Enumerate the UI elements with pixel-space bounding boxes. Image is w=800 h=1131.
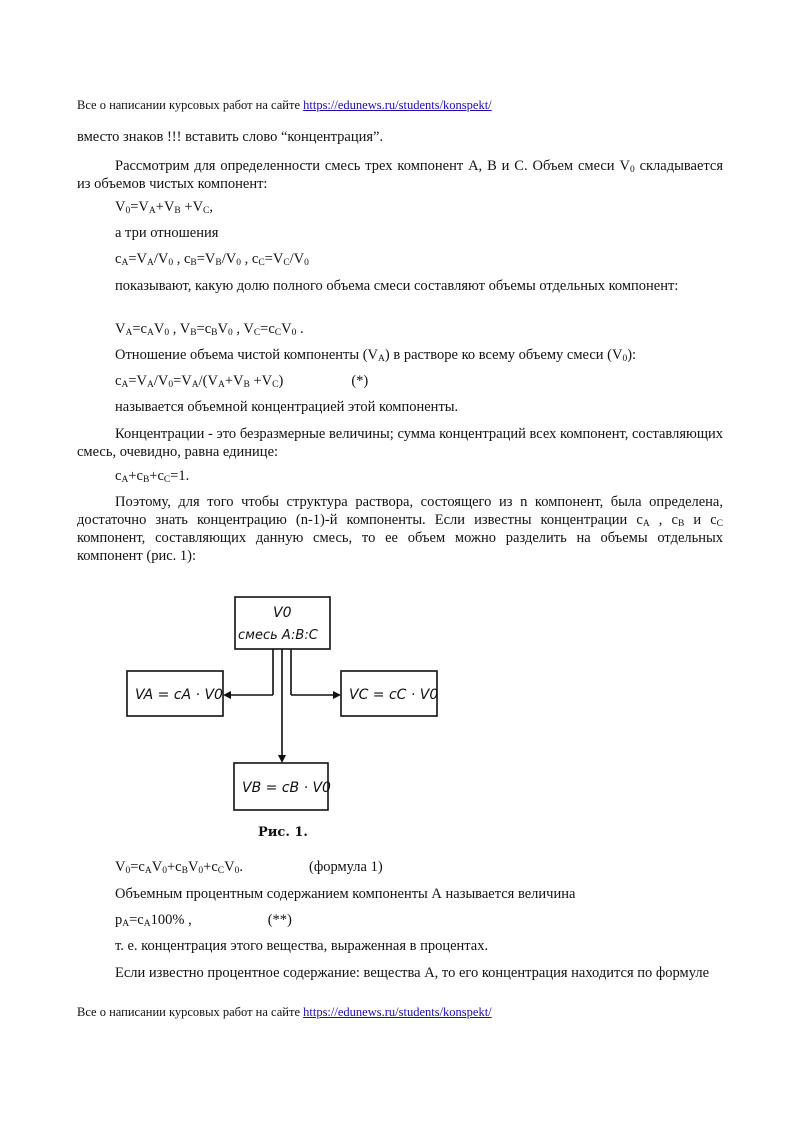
arrow-left-icon xyxy=(223,691,231,699)
paragraph-3: а три отношения xyxy=(115,225,219,241)
equation-ratios: $c_A=V_A/V_0$ , $c_B=V_B/V_0$ , $c_C=V_C/V_0$ xyxy=(115,251,309,268)
equation-formula-1: $V_0=c_AV_0+c_BV_0+c_CV_0$. (формула 1) xyxy=(115,859,383,876)
paragraph-2: Рассмотрим для определенности смесь трех компонент А, В и С. Объем смеси $V_0$ складывается из объемов чистых компонент: xyxy=(77,158,723,192)
body-text-bottom xyxy=(77,858,723,982)
paragraph-1: вместо знаков !!! вставить слово “концентрация”. xyxy=(77,129,384,145)
top-box-label-v0: V0 xyxy=(273,605,292,621)
top-box-label-mixture: смесь A:B:C xyxy=(238,628,318,643)
figure-caption: Рис. 1. xyxy=(258,825,308,840)
header-link[interactable]: https://edunews.ru/students/konspekt/ xyxy=(303,98,492,112)
paragraph-10: т. е. концентрация этого вещества, выраженная в процентах. xyxy=(115,938,489,954)
paragraph-5: Отношение объема чистой компоненты $(V_A)$ в растворе ко всему объему смеси $(V_0)$: xyxy=(115,347,637,364)
footer-text: Все о написании курсовых работ на сайте xyxy=(77,1005,304,1019)
equation-star: $c_A=V_A/V_0=V_A/(V_A+V_B +V_C)$ (*) xyxy=(115,373,369,390)
equation-sum-one: $c_A+c_B+c_C=1$. xyxy=(115,468,190,485)
equation-percent: $p_A=c_A100\%$ , (**) xyxy=(115,912,292,929)
page-footer xyxy=(77,1004,492,1020)
left-box-label: VA = cA · V0 xyxy=(135,687,223,703)
right-box-label: VC = cC · V0 xyxy=(349,687,439,703)
body-text-top xyxy=(77,128,723,565)
footer-link[interactable]: https://edunews.ru/students/konspekt/ xyxy=(303,1005,492,1019)
formula-1-label: (формула 1) xyxy=(309,859,383,875)
page-header xyxy=(77,97,492,113)
paragraph-6: называется объемной концентрацией этой компоненты. xyxy=(115,399,459,415)
arrow-right-icon xyxy=(333,691,341,699)
mixture-diagram xyxy=(115,585,445,843)
arrow-down-icon xyxy=(278,755,286,763)
formula-star-label: (*) xyxy=(351,373,369,389)
equation-volumes: $V_A=c_AV_0$ , $V_B=c_BV_0$ , $V_C=c_CV_0$ . xyxy=(115,321,304,338)
figure-1 xyxy=(115,585,445,843)
paragraph-8: Поэтому, для того чтобы структура раствора, состоящего из n компонент, была определена, достаточно знать концентрацию (n-1)-й компоненты. Если известны концентрации $c_A$ , $c_B$ и $c_C$ компонент, составляющих данную смесь, то ее объем можно разделить на объемы отдельных компонент (рис. 1): xyxy=(77,494,723,564)
paragraph-11: Если известно процентное содержание: вещества А, то его концентрация находится по формуле xyxy=(115,965,710,981)
paragraph-7: Концентрации - это безразмерные величины; сумма концентраций всех компонент, составляющих смесь, очевидно, равна единице: xyxy=(77,426,723,460)
bottom-box-label: VB = cB · V0 xyxy=(242,780,331,796)
paragraph-9: Объемным процентным содержанием компоненты А называется величина xyxy=(115,886,576,902)
paragraph-4: показывают, какую долю полного объема смеси составляют объемы отдельных компонент: xyxy=(115,278,679,294)
header-text: Все о написании курсовых работ на сайте xyxy=(77,98,304,112)
equation-v0-sum: $V_0=V_A+V_B +V_C$, xyxy=(115,199,214,216)
formula-double-star-label: (**) xyxy=(267,912,292,928)
